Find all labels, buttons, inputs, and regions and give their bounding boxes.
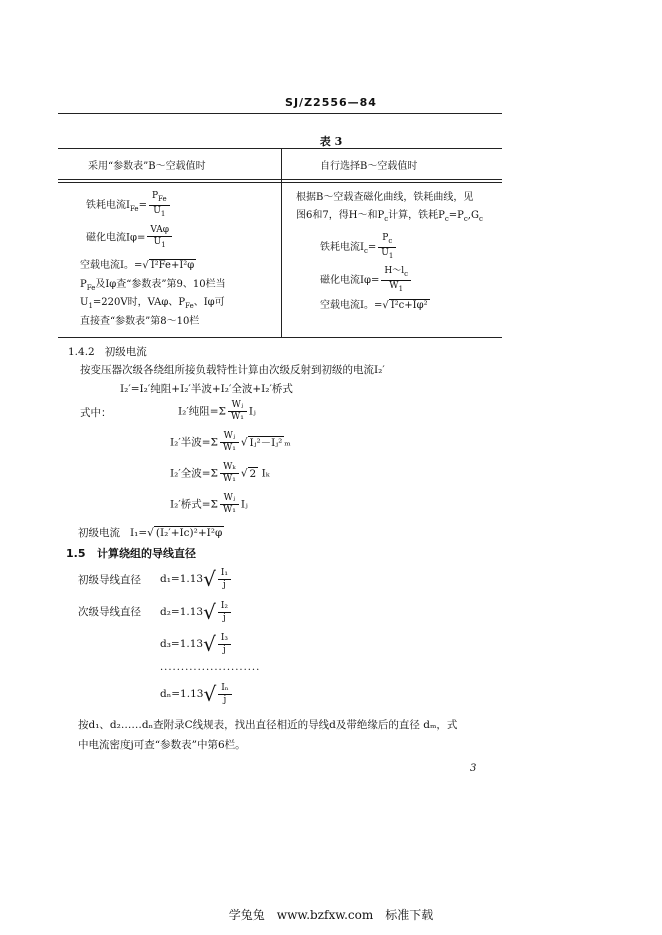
eq-pure-resistive: I₂′纯阻=Σ $\frac{\text{Wⱼ}}{\text{W₁}}$ Iⱼ (178, 400, 256, 422)
primary-reflected-current-equation: I₂′=I₂′纯阻+I₂′半波+I₂′全波+I₂′桥式 (120, 383, 293, 395)
eq-dn: dₙ=1.13√ $\frac{\text{Iₙ}}{j}$ (160, 682, 234, 706)
page-number: 3 (470, 763, 477, 774)
secondary-wire-label: 次级导线直径 (78, 606, 141, 618)
section-15-heading: 1.5 计算绕组的导线直径 (66, 547, 196, 560)
eq-d1: d₁=1.13√ $\frac{\text{I₁}}{j}$ (160, 567, 233, 591)
left-note-line-1: $P_{Fe}$及Iφ查“参数表”第9、10栏当 (80, 279, 226, 292)
primary-current-equation: 初级电流 I₁=√ (I₂′+Ic)²+I²φ (78, 527, 223, 539)
left-iron-fraction: $\frac{P_{Fe}}{U_1}$ (149, 191, 170, 220)
table-header-rule-2 (58, 182, 502, 183)
section-142-intro: 按变压器次级各绕组所接负载特性计算由次级反射到初级的电流I₂′ (80, 364, 385, 376)
table-title: 表 3 (319, 135, 343, 148)
left-noload-current: 空载电流I。=√ I²Fe+I²φ (80, 260, 195, 271)
right-mag-fraction: $\frac{H\sim l_c}{W_1}$ (381, 266, 411, 295)
right-iron-current: 铁耗电流$I_c=$ $\frac{P_c}{U_1}$ (320, 233, 398, 262)
left-mag-current: 磁化电流Iφ= $\frac{\text{VAφ}}{U_1}$ (86, 225, 174, 251)
wire-gauge-note-line-1: 按d₁、d₂……dₙ查附录C线规表，找出直径相近的导线d及带绝缘后的直径 dₘ，式 (78, 719, 458, 731)
eq-full-wave: I₂′全波=Σ $\frac{\text{Wₖ}}{\text{W₁}}$ √ 2 Iₖ (170, 462, 270, 484)
section-142-heading: 1.4.2 初级电流 (68, 346, 147, 358)
table-divider (281, 149, 282, 337)
left-mag-fraction: $\frac{\text{VAφ}}{U_1}$ (147, 225, 172, 251)
wire-gauge-note-line-2: 中电流密度j可查“参数表”中第6栏。 (78, 739, 246, 751)
right-noload-current: 空载电流I。=√ I²c+Iφ² (320, 300, 428, 311)
eq-d3: d₃=1.13√ $\frac{\text{I₃}}{j}$ (160, 632, 233, 656)
standard-number: SJ/Z2556—84 (285, 96, 377, 109)
right-iron-fraction: $\frac{P_c}{U_1}$ (378, 233, 396, 262)
right-mag-current: 磁化电流Iφ= $\frac{H\sim l_c}{W_1}$ (320, 266, 413, 295)
right-line-1: 根据B～空载查磁化曲线，铁耗曲线，见 (296, 192, 474, 203)
primary-wire-label: 初级导线直径 (78, 574, 141, 586)
left-note-line-3: 直接查“参数表”第8～10栏 (80, 316, 200, 327)
left-iron-current: 铁耗电流$I_{Fe}=$ $\frac{P_{Fe}}{U_1}$ (86, 191, 172, 220)
left-note-line-2: $U_1=220V$时，VAφ、$P_{Fe}$、Iφ可 (80, 297, 225, 310)
table-3 (58, 148, 502, 338)
table-header-rule (58, 179, 502, 180)
where-label: 式中： (80, 407, 112, 419)
ellipsis-dots: ........................ (160, 662, 261, 673)
right-line-2: 图6和7，得H～和$P_c$计算，铁耗$P_c=P_c,G_c$ (296, 210, 483, 223)
eq-half-wave: I₂′半波=Σ $\frac{\text{Wⱼ}}{\text{W₁}}$ √ Iⱼ²－Iⱼ² ₘ (170, 431, 291, 453)
eq-bridge: I₂′桥式=Σ $\frac{\text{Wⱼ}}{\text{W₁}}$ Iⱼ (170, 493, 248, 515)
site-footer: 学兔兔 www.bzfxw.com 标准下载 (228, 908, 434, 922)
header-rule (58, 113, 502, 114)
table-header-left: 采用“参数表”B～空载值时 (88, 161, 206, 172)
eq-d2: d₂=1.13√ $\frac{\text{I₂}}{j}$ (160, 600, 233, 624)
table-header-right: 自行选择B～空载值时 (320, 161, 418, 172)
